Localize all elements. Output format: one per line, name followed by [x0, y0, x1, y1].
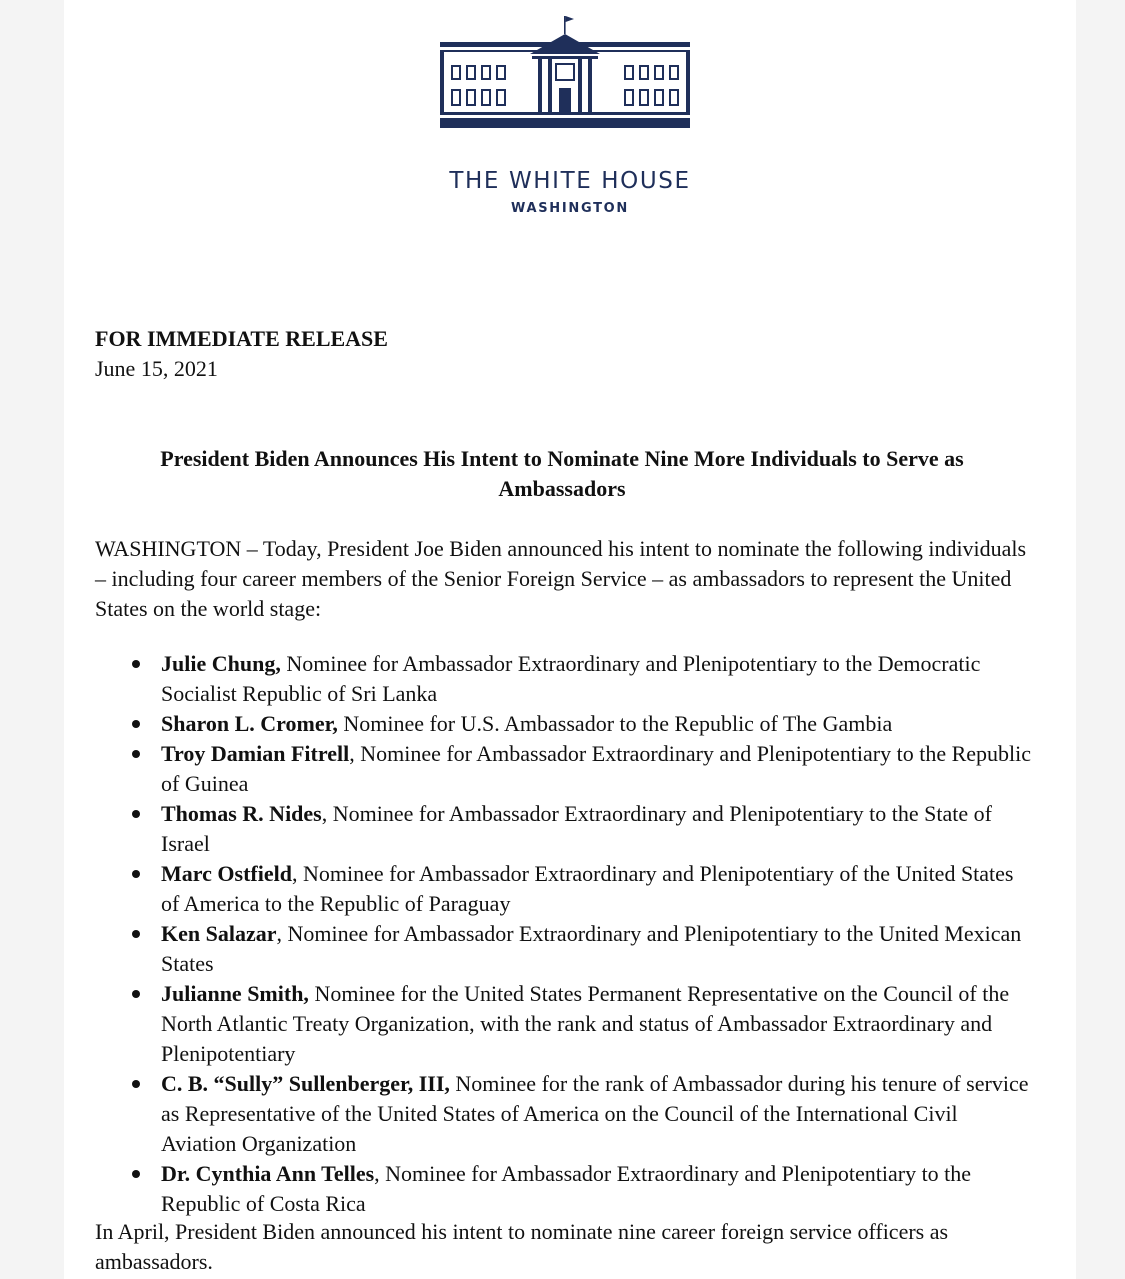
nominee-list — [95, 649, 1035, 1219]
bullet-icon — [132, 810, 140, 818]
nominee-name: Thomas R. Nides — [161, 801, 322, 826]
bullet-icon — [132, 720, 140, 728]
white-house-building-icon — [440, 14, 690, 128]
bullet-icon — [132, 1080, 140, 1088]
document-page — [64, 0, 1076, 1279]
list-item — [95, 859, 1035, 919]
nominee-name: Dr. Cynthia Ann Telles — [161, 1161, 375, 1186]
nominee-name: C. B. “Sully” Sullenberger, III, — [161, 1071, 450, 1096]
nominee-name: Julie Chung, — [161, 651, 281, 676]
release-label: FOR IMMEDIATE RELEASE — [95, 326, 388, 351]
list-item — [95, 1069, 1035, 1159]
list-item — [95, 919, 1035, 979]
nominee-description: Nominee for the rank of Ambassador during his tenure of service as Representative of the United States of America on the Council of the International Civil Aviation Organization — [161, 1071, 1029, 1156]
nominee-description: , Nominee for Ambassador Extraordinary and Plenipotentiary of the United States of America to the Republic of Paraguay — [161, 861, 1014, 916]
bullet-icon — [132, 930, 140, 938]
headline: President Biden Announces His Intent to Nominate Nine More Individuals to Serve as Ambassadors — [160, 446, 964, 501]
intro-paragraph: WASHINGTON – Today, President Joe Biden announced his intent to nominate the following individuals – including four career members of the Senior Foreign Service – as ambassadors to represent the United States on the world stage: — [95, 536, 1027, 621]
bullet-icon — [132, 870, 140, 878]
release-date: June 15, 2021 — [95, 356, 218, 381]
page-title: THE WHITE HOUSE — [449, 168, 691, 194]
list-item — [95, 739, 1035, 799]
nominee-description: , Nominee for Ambassador Extraordinary and Plenipotentiary to the United Mexican States — [161, 921, 1022, 976]
nominee-description: Nominee for U.S. Ambassador to the Republic of The Gambia — [337, 711, 893, 736]
nominee-description: , Nominee for Ambassador Extraordinary and Plenipotentiary to the Republic of Costa Rica — [161, 1161, 972, 1216]
nominee-description: , Nominee for Ambassador Extraordinary and Plenipotentiary to the State of Israel — [161, 801, 992, 856]
nominee-description: Nominee for Ambassador Extraordinary and Plenipotentiary to the Democratic Socialist Republic of Sri Lanka — [161, 651, 981, 706]
bullet-icon — [132, 1170, 140, 1178]
bullet-icon — [132, 660, 140, 668]
nominee-name: Marc Ostfield — [161, 861, 292, 886]
bullet-icon — [132, 750, 140, 758]
page-subtitle: WASHINGTON — [510, 201, 630, 216]
list-item — [95, 709, 1035, 739]
list-item — [95, 649, 1035, 709]
nominee-name: Sharon L. Cromer, — [161, 711, 338, 736]
nominee-description: Nominee for the United States Permanent Representative on the Council of the North Atlantic Treaty Organization, with the rank and status of Ambassador Extraordinary and Plenipotentiary — [161, 981, 1010, 1066]
closing-paragraph: In April, President Biden announced his intent to nominate nine career foreign service officers as ambassadors. — [95, 1219, 949, 1274]
nominee-name: Julianne Smith, — [161, 981, 309, 1006]
release-block — [95, 324, 388, 384]
list-item — [95, 1159, 1035, 1219]
bullet-icon — [132, 990, 140, 998]
nominee-name: Ken Salazar — [161, 921, 277, 946]
nominee-name: Troy Damian Fitrell — [161, 741, 350, 766]
list-item — [95, 979, 1035, 1069]
list-item — [95, 799, 1035, 859]
nominee-description: , Nominee for Ambassador Extraordinary and Plenipotentiary to the Republic of Guinea — [161, 741, 1032, 796]
